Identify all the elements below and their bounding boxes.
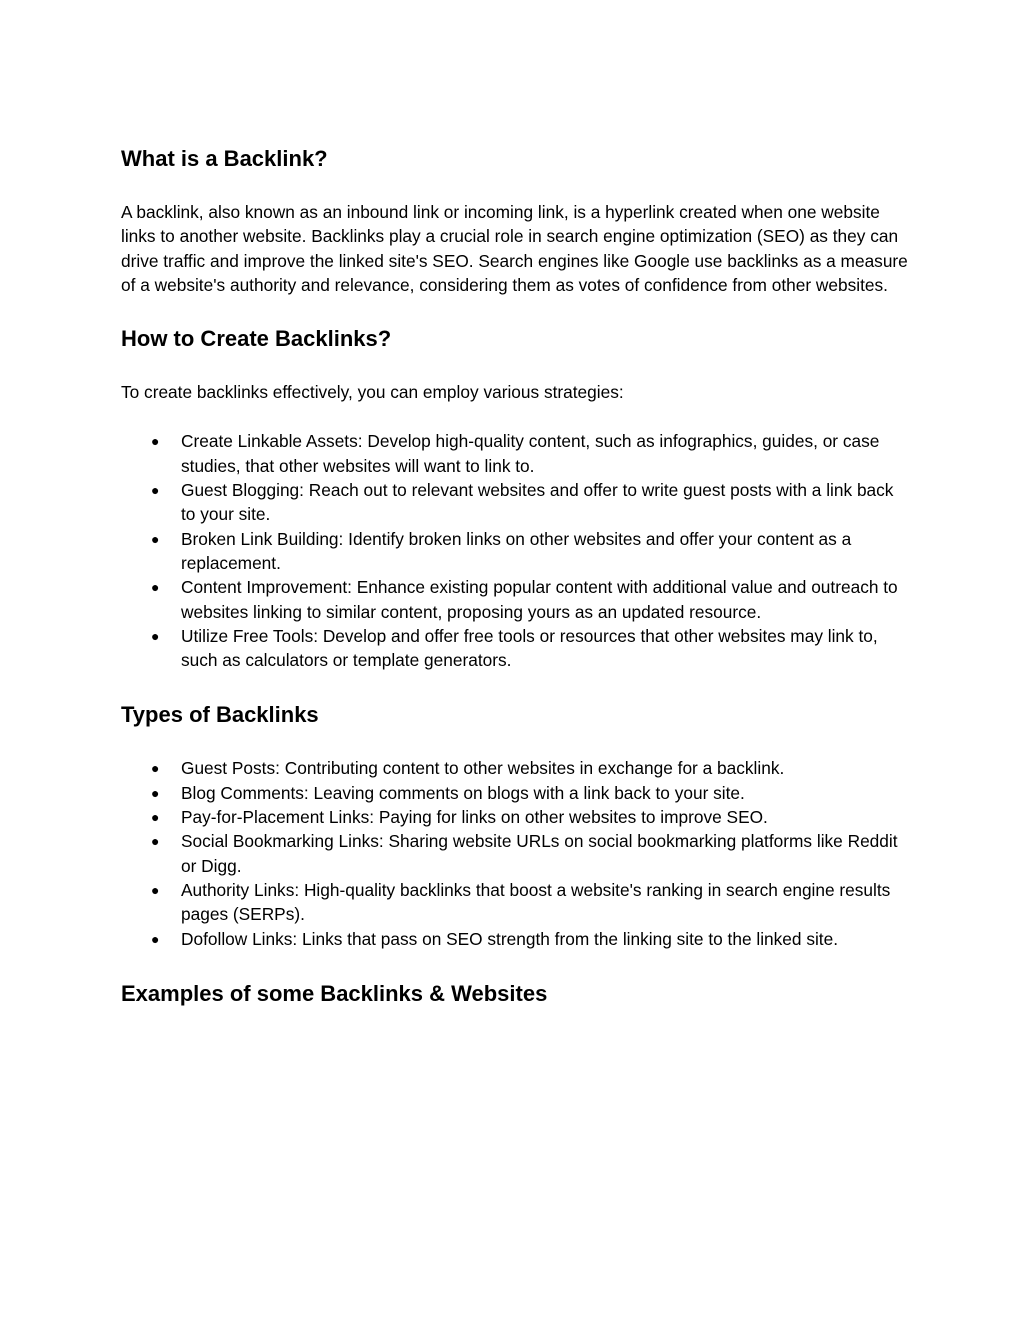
bullet-icon: ● <box>151 530 160 547</box>
list-item <box>121 575 911 624</box>
bullet-icon: ● <box>151 482 160 499</box>
list-item-text: Broken Link Building: Identify broken links on other websites and offer your content as a replacement. <box>181 528 852 573</box>
bullet-icon: ● <box>151 433 160 450</box>
list-item-text: Dofollow Links: Links that pass on SEO strength from the linking site to the linked site. <box>181 928 839 949</box>
list-item <box>121 805 911 829</box>
bullet-icon: ● <box>151 784 160 801</box>
heading-types-of-backlinks: Types of Backlinks <box>121 702 319 728</box>
list-item <box>121 429 911 478</box>
list-item-text: Pay-for-Placement Links: Paying for links on other websites to improve SEO. <box>181 807 768 828</box>
paragraph-strategies-intro: To create backlinks effectively, you can employ various strategies: <box>121 382 624 403</box>
list-item <box>121 781 911 805</box>
bullet-icon: ● <box>151 760 160 777</box>
list-item-text: Authority Links: High-quality backlinks that boost a website's ranking in search engine results pages (SERPs). <box>181 879 891 925</box>
list-item-text: Utilize Free Tools: Develop and offer free tools or resources that other websites may link to, such as calculators or template generators. <box>181 625 878 671</box>
bullet-icon: ● <box>151 809 160 826</box>
list-item-text: Social Bookmarking Links: Sharing website URLs on social bookmarking platforms like Reddit or Digg. <box>181 831 898 876</box>
list-item-text: Create Linkable Assets: Develop high-quality content, such as infographics, guides, or case studies, that other websites will want to link to. <box>181 431 880 476</box>
bullet-icon: ● <box>151 627 160 644</box>
list-item <box>121 829 911 878</box>
list-item <box>121 478 911 527</box>
list-item <box>121 527 911 576</box>
types-list <box>121 756 911 950</box>
heading-examples: Examples of some Backlinks & Websites <box>121 980 548 1006</box>
paragraph-backlink-definition: A backlink, also known as an inbound link or incoming link, is a hyperlink created when one website links to another website. Backlinks play a crucial role in search engine optimization (SEO) as they can drive traffic and improve the linked site's SEO. Search engines like Google use backlinks as a measure of a website's authority and relevance, considering them as votes of confidence from other websites. <box>121 202 908 295</box>
heading-what-is-backlink: What is a Backlink? <box>121 146 328 171</box>
heading-how-to-create: How to Create Backlinks? <box>121 326 392 352</box>
document-page <box>121 144 911 1009</box>
list-item-text: Blog Comments: Leaving comments on blogs with a link back to your site. <box>181 782 745 803</box>
list-item-text: Content Improvement: Enhance existing popular content with additional value and outreach to websites linking to similar content, proposing yours as an updated resource. <box>181 577 898 622</box>
bullet-icon: ● <box>151 930 160 947</box>
bullet-icon: ● <box>151 579 160 596</box>
bullet-icon: ● <box>151 833 160 850</box>
list-item-text: Guest Blogging: Reach out to relevant websites and offer to write guest posts with a link back to your site. <box>181 480 894 525</box>
list-item <box>121 927 911 951</box>
list-item <box>121 878 911 927</box>
list-item <box>121 624 911 673</box>
strategies-list <box>121 429 911 672</box>
list-item-text: Guest Posts: Contributing content to other websites in exchange for a backlink. <box>181 758 785 779</box>
list-item <box>121 756 911 780</box>
bullet-icon: ● <box>151 881 160 898</box>
